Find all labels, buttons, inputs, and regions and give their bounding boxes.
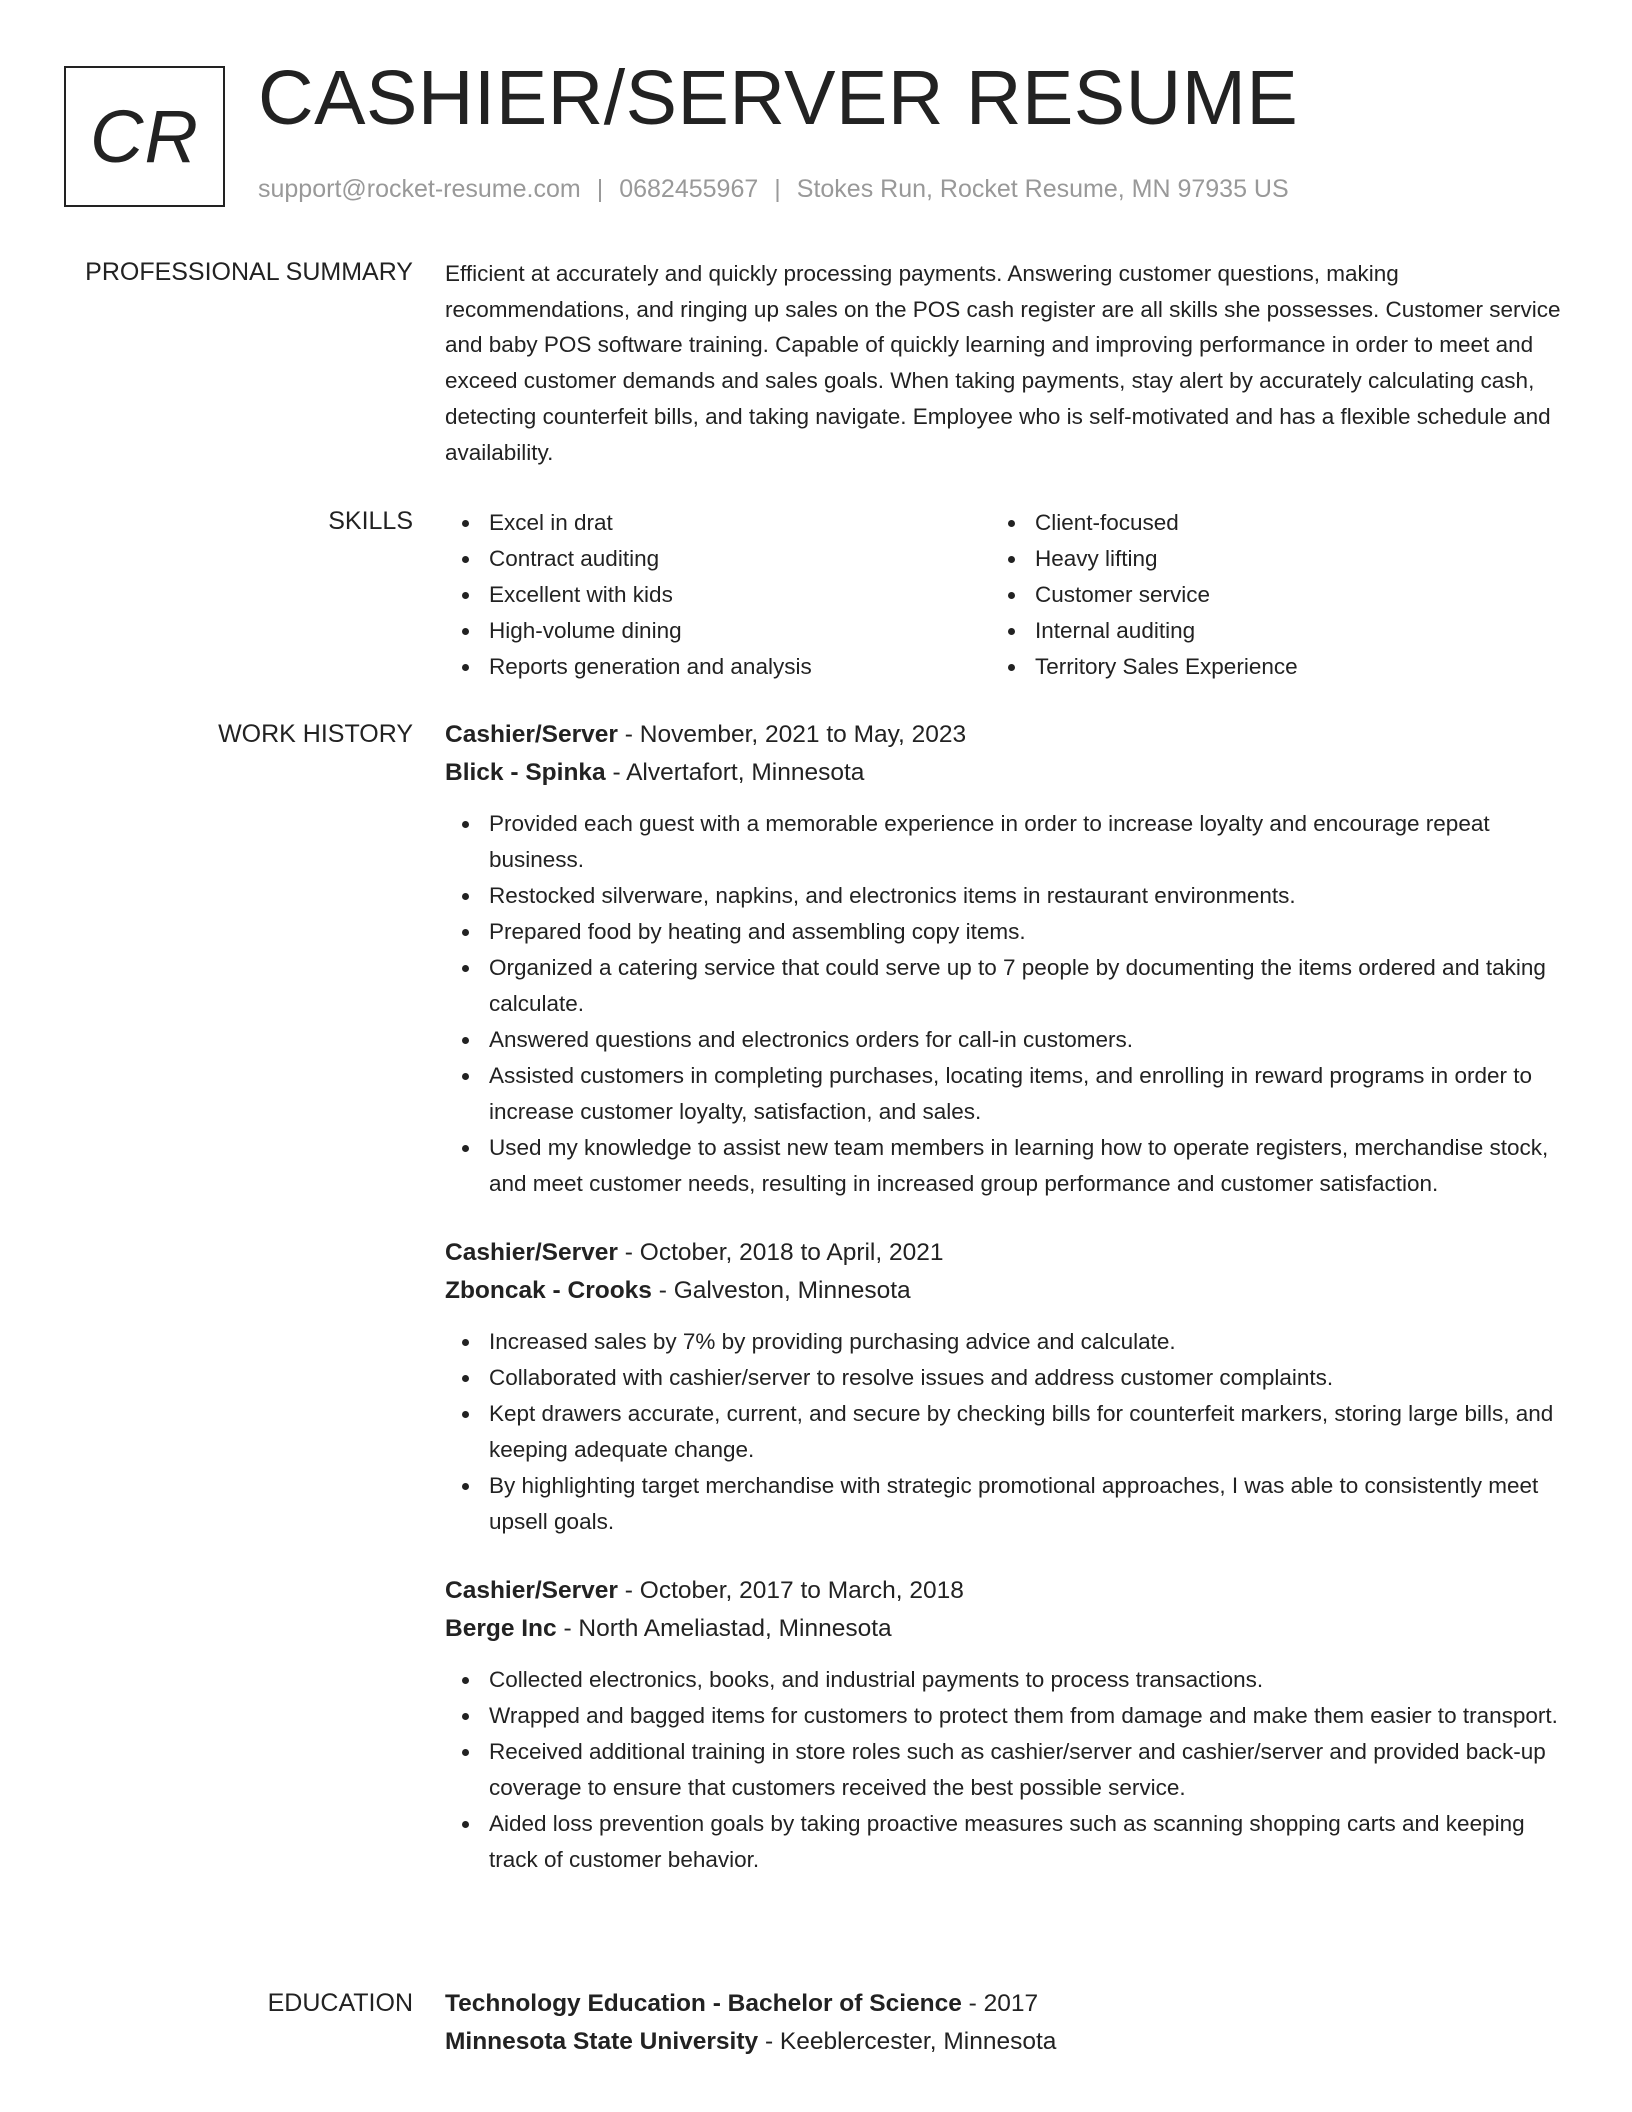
job-bullet: Wrapped and bagged items for customers to protect them from damage and make them easier to transport. — [445, 1698, 1565, 1734]
education-location: - Keeblercester, Minnesota — [758, 2028, 1057, 2055]
job-bullet: Organized a catering service that could serve up to 7 people by documenting the items ordered and taking calculate. — [445, 950, 1565, 1022]
section-label-education: EDUCATION — [267, 1989, 413, 2017]
job-bullet: Kept drawers accurate, current, and secure by checking bills for counterfeit markers, storing large bills, and keeping adequate change. — [445, 1396, 1565, 1468]
section-label-skills: SKILLS — [328, 507, 413, 535]
job-location: - Galveston, Minnesota — [651, 1277, 911, 1304]
initials-monogram: CR — [64, 66, 225, 207]
job-bullet: Collected electronics, books, and industrial payments to process transactions. — [445, 1662, 1565, 1698]
job-dates: - October, 2018 to April, 2021 — [617, 1239, 944, 1266]
section-label-summary: PROFESSIONAL SUMMARY — [85, 258, 413, 286]
job-bullet: Received additional training in store roles such as cashier/server and cashier/server and provided back-up coverage to ensure that customers received the best possible service. — [445, 1734, 1565, 1806]
job-title: Cashier/Server — [445, 721, 618, 748]
job-company: Zboncak - Crooks — [445, 1277, 652, 1304]
job-bullet: Aided loss prevention goals by taking proactive measures such as scanning shopping carts and keeping track of customer behavior. — [445, 1806, 1565, 1878]
education-year: - 2017 — [961, 1990, 1039, 2017]
resume-title: CASHIER/SERVER RESUME — [258, 55, 1299, 141]
job-dates: - October, 2017 to March, 2018 — [617, 1577, 964, 1604]
job-bullet: Provided each guest with a memorable experience in order to increase loyalty and encourage repeat business. — [445, 806, 1565, 878]
skills-list-right — [991, 505, 1537, 685]
contact-line — [258, 175, 1289, 204]
skill-item: Client-focused — [991, 505, 1537, 541]
skill-item: Territory Sales Experience — [991, 649, 1537, 685]
job-bullets — [445, 1662, 1565, 1878]
skill-item: Internal auditing — [991, 613, 1537, 649]
job-bullet: Prepared food by heating and assembling copy items. — [445, 914, 1565, 950]
skill-item: Excellent with kids — [445, 577, 991, 613]
contact-address: Stokes Run, Rocket Resume, MN 97935 US — [796, 175, 1289, 203]
education-degree: Technology Education - Bachelor of Science — [445, 1990, 962, 2017]
job-bullet: Assisted customers in completing purchases, locating items, and enrolling in reward programs in order to increase customer loyalty, satisfaction, and sales. — [445, 1058, 1565, 1130]
skill-item: Customer service — [991, 577, 1537, 613]
job-title: Cashier/Server — [445, 1577, 618, 1604]
skills-list-left — [445, 505, 991, 685]
job-bullets — [445, 1324, 1565, 1540]
skill-item: Reports generation and analysis — [445, 649, 991, 685]
job-bullet: Restocked silverware, napkins, and electronics items in restaurant environments. — [445, 878, 1565, 914]
skill-item: Heavy lifting — [991, 541, 1537, 577]
job-company: Berge Inc — [445, 1615, 557, 1642]
job-bullet: Increased sales by 7% by providing purchasing advice and calculate. — [445, 1324, 1565, 1360]
job-bullets — [445, 806, 1565, 1202]
skill-item: Contract auditing — [445, 541, 991, 577]
job-company: Blick - Spinka — [445, 759, 606, 786]
job-entry — [445, 1234, 1565, 1540]
education-school: Minnesota State University — [445, 2028, 759, 2055]
contact-separator: | — [596, 175, 604, 203]
contact-separator: | — [774, 175, 781, 203]
contact-email[interactable]: support@rocket-resume.com — [258, 175, 581, 203]
job-bullet: Collaborated with cashier/server to resolve issues and address customer complaints. — [445, 1360, 1565, 1396]
skill-item: High-volume dining — [445, 613, 991, 649]
job-bullet: Answered questions and electronics orders for call-in customers. — [445, 1022, 1565, 1058]
section-label-work-history: WORK HISTORY — [218, 720, 413, 748]
job-title: Cashier/Server — [445, 1239, 618, 1266]
job-location: - North Ameliastad, Minnesota — [556, 1615, 892, 1642]
job-bullet: Used my knowledge to assist new team members in learning how to operate registers, merchandise stock, and meet customer needs, resulting in increased group performance and customer satisfaction. — [445, 1130, 1565, 1202]
job-location: - Alvertafort, Minnesota — [605, 759, 865, 786]
skill-item: Excel in drat — [445, 505, 991, 541]
contact-phone[interactable]: 0682455967 — [619, 175, 759, 203]
job-dates: - November, 2021 to May, 2023 — [617, 721, 967, 748]
summary-text: Efficient at accurately and quickly processing payments. Answering customer questions, making recommendations, and ringing up sales on the POS cash register are all skills she possesses. Customer service and baby POS software training. Capable of quickly learning and improving performance in order to meet and exceed customer demands and sales goals. When taking payments, stay alert by accurately calculating cash, detecting counterfeit bills, and taking navigate. Employee who is self-motivated and has a flexible schedule and availability. — [445, 261, 1561, 465]
job-entry — [445, 1572, 1565, 1878]
job-bullet: By highlighting target merchandise with strategic promotional approaches, I was able to consistently meet upsell goals. — [445, 1468, 1565, 1540]
job-entry — [445, 716, 1565, 1202]
